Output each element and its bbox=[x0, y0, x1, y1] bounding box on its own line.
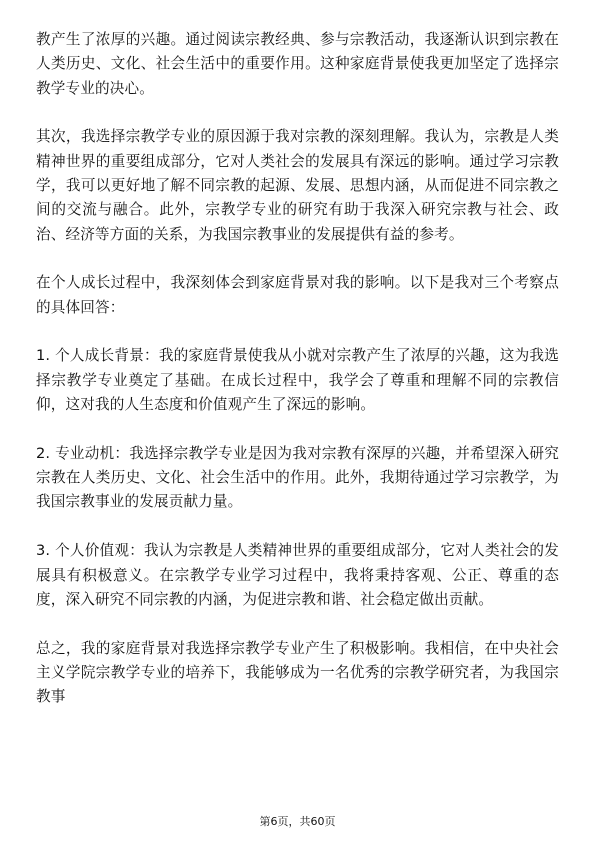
paragraph-point-values: 3. 个人价值观：我认为宗教是人类精神世界的重要组成部分，它对人类社会的发展具有积极意义。在宗教学专业学习过程中，我将秉持客观、公正、尊重的态度，深入研究不同宗教的内涵，为促进宗教和谐、社会稳定做出贡献。 bbox=[36, 542, 559, 608]
paragraph-understanding-of-religion: 其次，我选择宗教学专业的原因源于我对宗教的深刻理解。我认为，宗教是人类精神世界的重要组成部分，它对人类社会的发展具有深远的影响。通过学习宗教学，我可以更好地了解不同宗教的起源、发展、思想内涵，从而促进不同宗教之间的交流与融合。此外，宗教学专业的研究有助于我深入研究宗教与社会、政治、经济等方面的关系，为我国宗教事业的发展提供有益的参考。 bbox=[36, 128, 559, 243]
paragraph-spacer bbox=[36, 247, 559, 272]
paragraph-point-growth-background: 1. 个人成长背景：我的家庭背景使我从小就对宗教产生了浓厚的兴趣，这为我选择宗教学专业奠定了基础。在成长过程中，我学会了尊重和理解不同的宗教信仰，这对我的人生态度和价值观产生了深远的影响。 bbox=[36, 347, 559, 414]
paragraph-spacer bbox=[36, 320, 559, 345]
paragraph-spacer bbox=[36, 515, 559, 540]
paragraph-spacer bbox=[36, 612, 559, 637]
paragraph-personal-growth-intro: 在个人成长过程中，我深刻体会到家庭背景对我的影响。以下是我对三个考察点的具体回答： bbox=[36, 274, 559, 316]
page-number-footer: 第6页，共60页 bbox=[259, 815, 336, 828]
paragraph-family-background-continued: 教产生了浓厚的兴趣。通过阅读宗教经典、参与宗教活动，我逐渐认识到宗教在人类历史、文化、社会生活中的重要作用。这种家庭背景使我更加坚定了选择宗教学专业的决心。 bbox=[36, 31, 559, 97]
paragraph-spacer bbox=[36, 101, 559, 126]
paragraph-spacer bbox=[36, 417, 559, 442]
paragraph-conclusion: 总之，我的家庭背景对我选择宗教学专业产生了积极影响。我相信，在中央社会主义学院宗教学专业的培养下，我能够成为一名优秀的宗教学研究者，为我国宗教事 bbox=[36, 639, 559, 706]
document-body bbox=[36, 28, 559, 710]
paragraph-point-motivation: 2. 专业动机：我选择宗教学专业是因为我对宗教有深厚的兴趣，并希望深入研究宗教在人类历史、文化、社会生活中的作用。此外，我期待通过学习宗教学，为我国宗教事业的发展贡献力量。 bbox=[36, 444, 559, 511]
